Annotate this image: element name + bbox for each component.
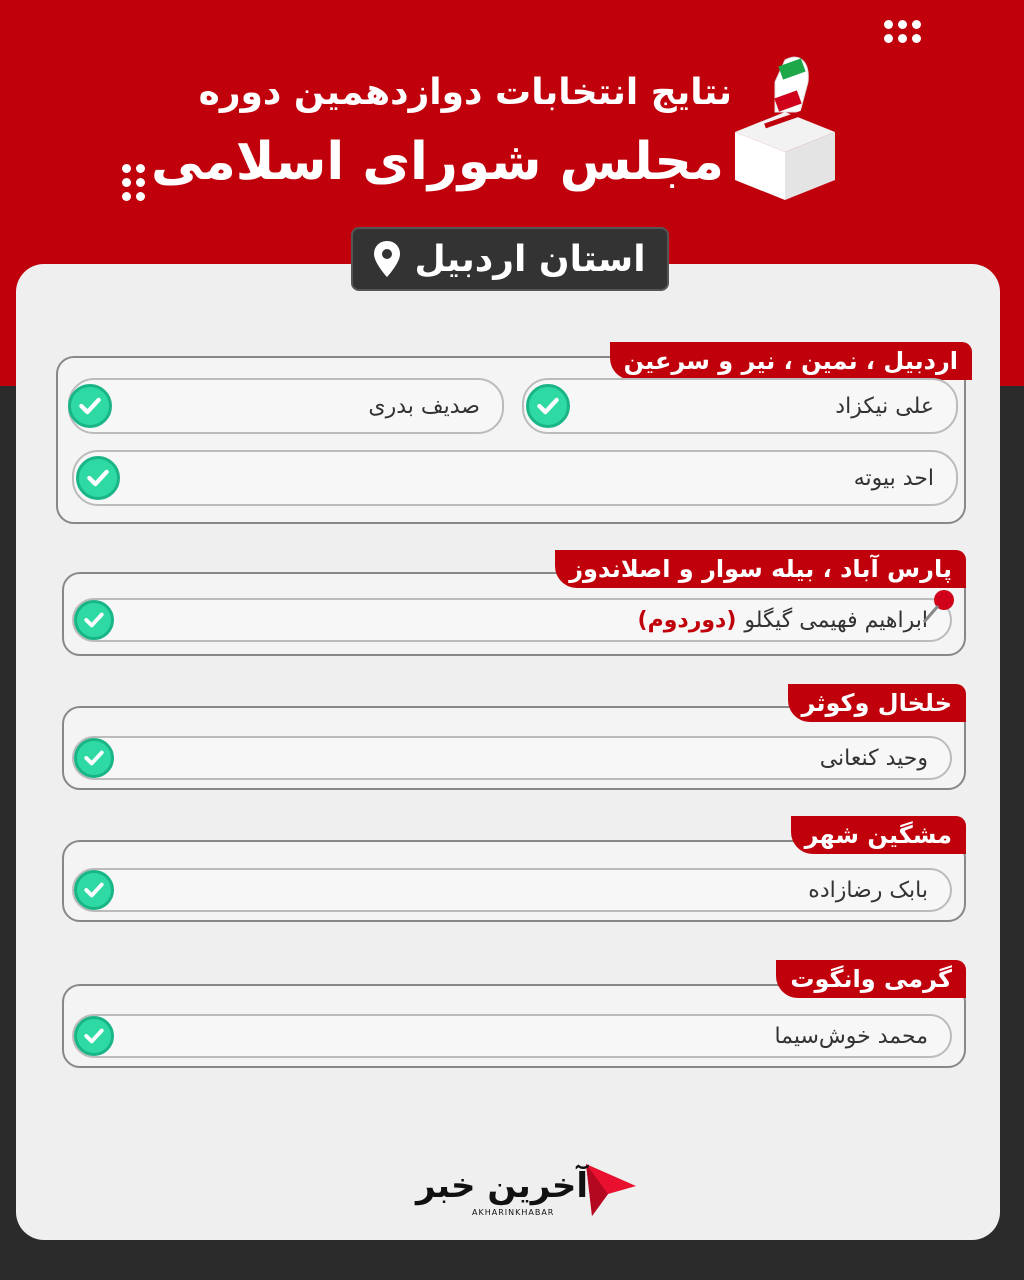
candidate-row: [72, 450, 958, 506]
district-box: [62, 555, 966, 656]
decorative-dots: [884, 20, 921, 43]
candidate-name: علی نیکزاد: [835, 393, 934, 419]
candidate-row: [68, 378, 504, 434]
check-icon: [68, 384, 112, 428]
check-icon: [76, 456, 120, 500]
check-icon: [74, 1016, 114, 1056]
check-icon: [74, 870, 114, 910]
logo-subtext: AKHARINKHABAR: [472, 1208, 555, 1217]
location-pin-icon: [374, 241, 400, 277]
district-box: [56, 347, 966, 524]
district-box: [62, 821, 966, 922]
district-box: [62, 965, 966, 1068]
province-label: استان اردبیل: [414, 238, 646, 280]
candidate-name: وحید کنعانی: [819, 745, 928, 771]
candidate-name-text: ابراهیم فهیمی گیگلو: [744, 607, 928, 633]
province-badge: [351, 227, 669, 291]
candidate-row: [522, 378, 958, 434]
candidate-name: محمد خوش‌سیما: [774, 1023, 928, 1049]
candidate-row: [72, 598, 952, 642]
candidate-name: احد بیوته: [853, 465, 934, 491]
district-tag: مشگین شهر: [791, 816, 966, 854]
second-round-note: (دوردوم): [637, 607, 737, 633]
candidate-name: بابک رضازاده: [808, 877, 928, 903]
district-tag: پارس آباد ، بیله سوار و اصلاندوز: [555, 550, 966, 588]
candidate-row: [72, 736, 952, 780]
pushpin-icon: [920, 586, 960, 626]
header-subtitle: نتایج انتخابات دوازدهمین دوره: [198, 72, 732, 113]
district-tag: گرمی وانگوت: [776, 960, 966, 998]
check-icon: [74, 738, 114, 778]
ballot-box-icon: [730, 52, 840, 202]
header-title: مجلس شورای اسلامی: [150, 132, 724, 192]
candidate-row: [72, 868, 952, 912]
logo-text: آخرین خبر: [416, 1166, 589, 1206]
candidate-row: [72, 1014, 952, 1058]
check-icon: [526, 384, 570, 428]
district-box: [62, 689, 966, 790]
check-icon: [74, 600, 114, 640]
district-tag: اردبیل ، نمین ، نیر و سرعین: [610, 342, 972, 380]
candidate-name: صدیف بدری: [368, 393, 480, 419]
decorative-dots: [122, 164, 145, 201]
district-tag: خلخال وکوثر: [788, 684, 966, 722]
logo-mark-icon: [580, 1160, 640, 1220]
candidate-name: [638, 600, 928, 640]
